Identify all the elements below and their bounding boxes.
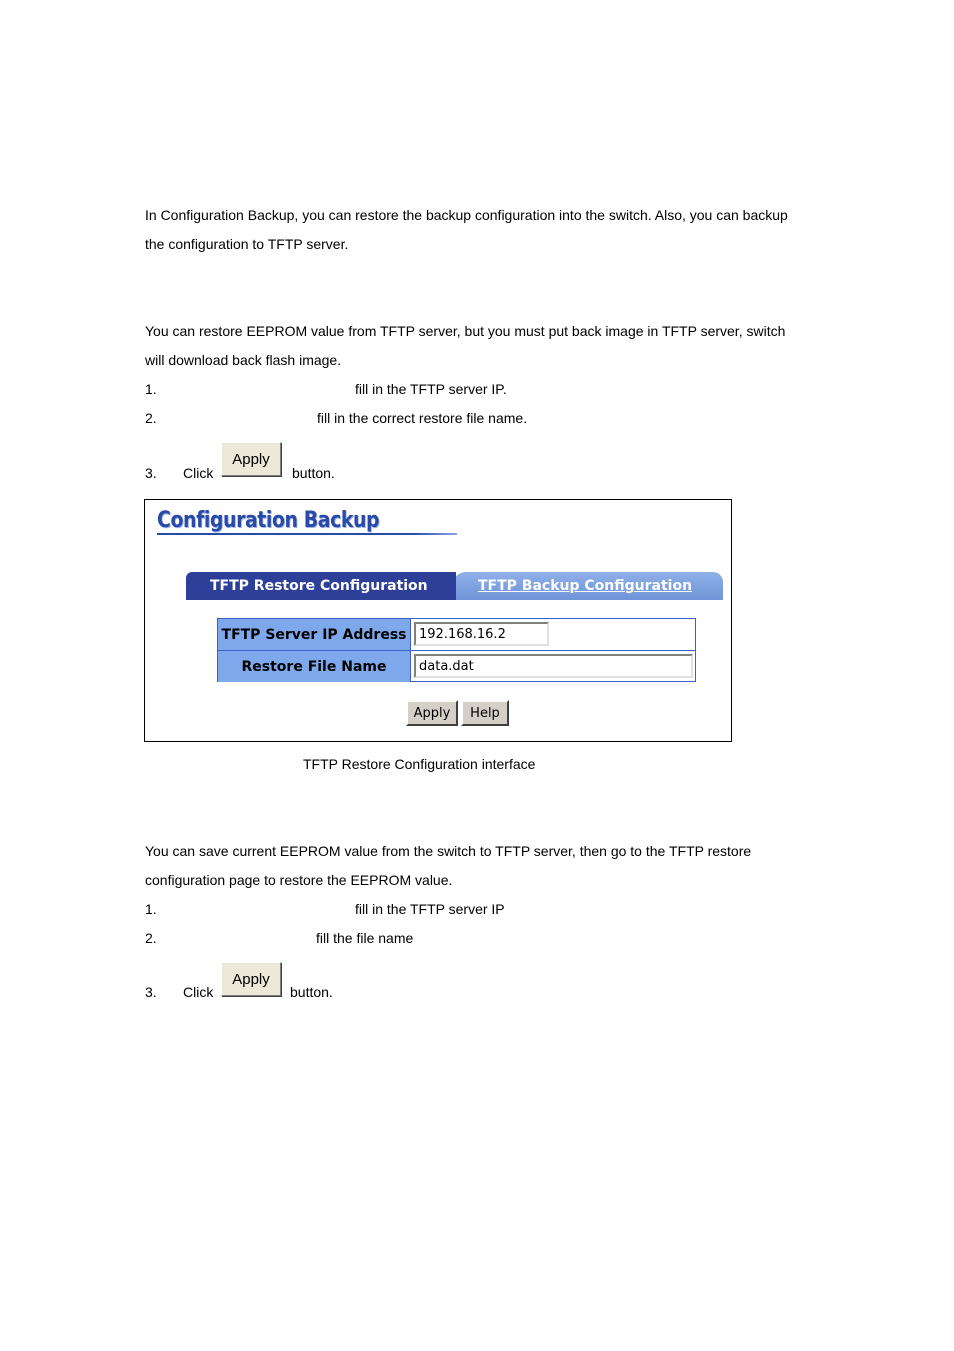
server-ip-input[interactable] — [414, 622, 549, 646]
apply-button-image: Apply — [221, 962, 281, 996]
restore-desc-line-1: You can restore EEPROM value from TFTP server, but you must put back image in TFTP server, switch — [145, 323, 786, 339]
backup-desc-line-1: You can save current EEPROM value from the switch to TFTP server, then go to the TFTP restore — [145, 843, 752, 859]
backup-desc-line-2: configuration page to restore the EEPROM value. — [145, 872, 453, 888]
tab-bar — [186, 572, 723, 600]
help-button[interactable]: Help — [461, 700, 509, 726]
step-number: 1. — [145, 381, 157, 397]
step-number: 3. — [145, 984, 157, 1000]
apply-button[interactable]: Apply — [406, 700, 458, 726]
restore-file-input[interactable] — [414, 654, 693, 678]
panel-title: Configuration Backup — [157, 508, 380, 533]
backup-description — [145, 837, 825, 895]
step-click-text: Click — [183, 984, 214, 1000]
intro-line-1: In Configuration Backup, you can restore the backup configuration into the switch. Also, you can backup — [145, 207, 788, 223]
figure-caption: TFTP Restore Configuration interface — [303, 756, 536, 772]
step-number: 2. — [145, 410, 157, 426]
step-text: fill in the correct restore file name. — [317, 410, 528, 426]
tab-tftp-restore-configuration[interactable]: TFTP Restore Configuration — [186, 572, 456, 600]
step-text: fill the file name — [316, 930, 414, 946]
step-text: fill in the TFTP server IP. — [355, 381, 507, 397]
intro-line-2: the configuration to TFTP server. — [145, 236, 349, 252]
step-number: 1. — [145, 901, 157, 917]
tab-tftp-backup-configuration[interactable]: TFTP Backup Configuration — [452, 572, 723, 600]
restore-description — [145, 317, 825, 375]
intro-paragraph — [145, 201, 825, 259]
form-row-restore-file — [218, 650, 695, 682]
step-text: fill in the TFTP server IP — [355, 901, 505, 917]
title-underline — [157, 533, 457, 535]
form-row-server-ip — [218, 619, 695, 650]
server-ip-label: TFTP Server IP Address — [218, 619, 411, 650]
step-after-text: button. — [290, 984, 333, 1000]
step-number: 2. — [145, 930, 157, 946]
restore-form-table — [217, 618, 696, 682]
restore-desc-line-2: will download back flash image. — [145, 352, 342, 368]
restore-file-label: Restore File Name — [218, 651, 411, 682]
configuration-backup-screenshot — [144, 499, 732, 742]
step-click-text: Click — [183, 465, 214, 481]
apply-button-image: Apply — [221, 442, 281, 476]
step-after-text: button. — [292, 465, 335, 481]
step-number: 3. — [145, 465, 157, 481]
